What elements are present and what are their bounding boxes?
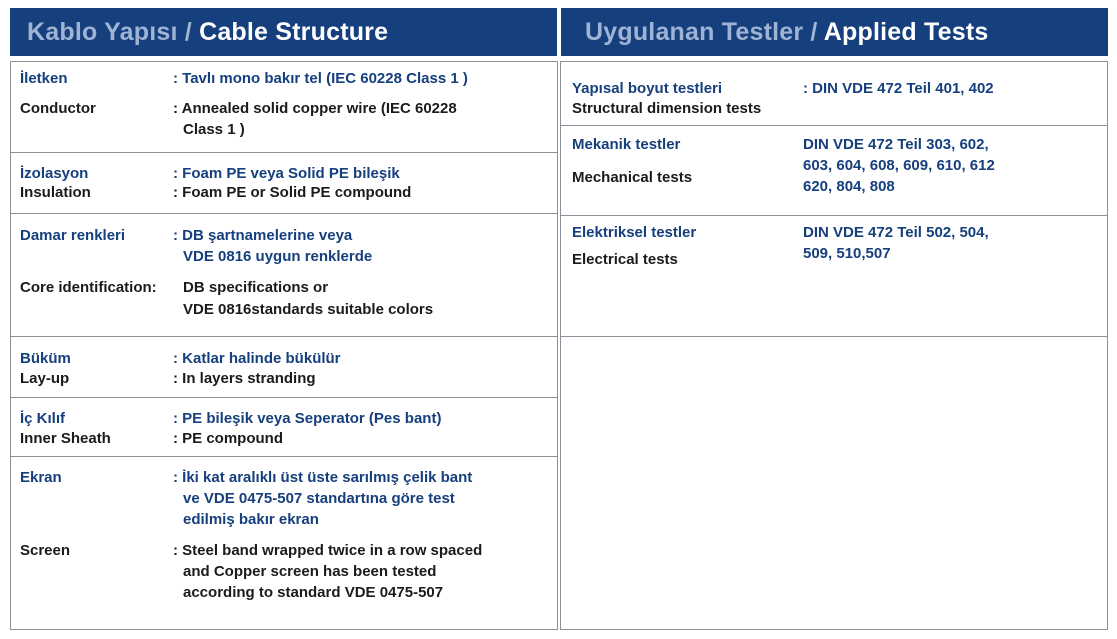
structural-tests-section (561, 62, 1107, 126)
electrical-tests-label-en: Electrical tests (572, 251, 678, 268)
screen-section (11, 457, 557, 629)
mechanical-tests-value-line2: 603, 604, 608, 609, 610, 612 (803, 157, 995, 174)
inner-sheath-value-en: : PE compound (173, 430, 283, 447)
mechanical-tests-label-en: Mechanical tests (572, 169, 693, 186)
core-identification-value-tr-line1: : DB şartnamelerine veya (173, 227, 353, 244)
electrical-tests-section (561, 216, 1107, 337)
screen-value-en-line3: according to standard VDE 0475-507 (183, 584, 444, 601)
cable-structure-title-tr: Kablo Yapısı / (27, 18, 192, 46)
core-identification-value-tr-line2: VDE 0816 uygun renklerde (183, 248, 373, 265)
core-identification-value-en-line1: DB specifications or (183, 279, 329, 296)
mechanical-tests-value-line3: 620, 804, 808 (803, 178, 895, 195)
applied-tests-title-en: Applied Tests (823, 18, 989, 46)
cable-structure-panel (10, 61, 558, 630)
screen-value-tr-line3: edilmiş bakır ekran (183, 511, 319, 528)
inner-sheath-label-tr: İç Kılıf (20, 410, 66, 427)
core-identification-label-tr: Damar renkleri (20, 227, 126, 244)
structural-tests-label-en: Structural dimension tests (572, 100, 762, 117)
inner-sheath-section (11, 398, 557, 457)
screen-value-en-line1: : Steel band wrapped twice in a row spaced (173, 542, 483, 559)
insulation-value-en: : Foam PE or Solid PE compound (173, 184, 412, 201)
screen-value-en-line2: and Copper screen has been tested (183, 563, 437, 580)
inner-sheath-label-en: Inner Sheath (20, 430, 111, 447)
mechanical-tests-value-line1: DIN VDE 472 Teil 303, 602, (803, 136, 989, 153)
insulation-label-en: Insulation (20, 184, 91, 201)
applied-tests-header (561, 8, 1108, 56)
screen-label-en: Screen (20, 542, 71, 559)
layup-section (11, 337, 557, 398)
conductor-value-en-line1: : Annealed solid copper wire (IEC 60228 (173, 100, 457, 117)
structural-tests-value: : DIN VDE 472 Teil 401, 402 (803, 80, 994, 97)
insulation-section (11, 153, 557, 214)
layup-label-tr: Büküm (20, 350, 71, 367)
conductor-value-tr: : Tavlı mono bakır tel (IEC 60228 Class 1 ) (173, 70, 468, 87)
electrical-tests-value-line1: DIN VDE 472 Teil 502, 504, (803, 224, 989, 241)
layup-label-en: Lay-up (20, 370, 70, 387)
conductor-label-tr: İletken (20, 70, 68, 87)
empty-section (561, 337, 1107, 629)
conductor-section (11, 62, 557, 153)
screen-value-tr-line2: ve VDE 0475-507 standartına göre test (183, 490, 455, 507)
electrical-tests-label-tr: Elektriksel testler (572, 224, 697, 241)
cable-structure-header (10, 8, 557, 56)
core-identification-value-en-line2: VDE 0816standards suitable colors (183, 301, 434, 318)
cable-structure-title-en: Cable Structure (199, 18, 389, 46)
insulation-value-tr: : Foam PE veya Solid PE bileşik (173, 165, 400, 182)
applied-tests-title-tr: Uygulanan Testler / (585, 18, 818, 46)
layup-value-en: : In layers stranding (173, 370, 316, 387)
layup-value-tr: : Katlar halinde bükülür (173, 350, 341, 367)
mechanical-tests-label-tr: Mekanik testler (572, 136, 681, 153)
screen-value-tr-line1: : İki kat aralıklı üst üste sarılmış çelik bant (173, 469, 473, 486)
core-identification-section (11, 214, 557, 337)
electrical-tests-value-line2: 509, 510,507 (803, 245, 891, 262)
core-identification-label-en: Core identification: (20, 279, 157, 296)
inner-sheath-value-tr: : PE bileşik veya Seperator (Pes bant) (173, 410, 442, 427)
applied-tests-panel (560, 61, 1108, 630)
conductor-label-en: Conductor (20, 100, 96, 117)
structural-tests-label-tr: Yapısal boyut testleri (572, 80, 723, 97)
conductor-value-en-line2: Class 1 ) (183, 121, 245, 138)
mechanical-tests-section (561, 126, 1107, 216)
screen-label-tr: Ekran (20, 469, 62, 486)
insulation-label-tr: İzolasyon (20, 165, 89, 182)
